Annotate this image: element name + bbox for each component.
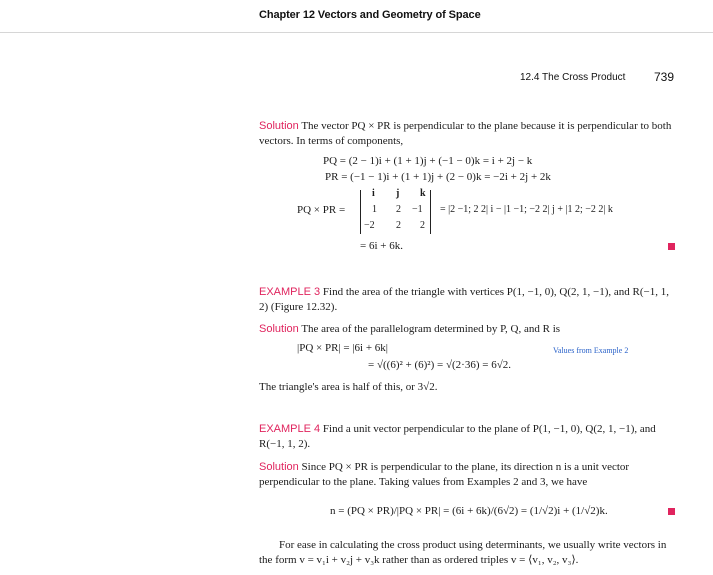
example3-paragraph xyxy=(259,285,679,315)
page-number: 739 xyxy=(654,70,675,84)
det-right-bar xyxy=(430,190,431,234)
det-r3-c2: 2 xyxy=(396,220,401,231)
det-r3-c3: 2 xyxy=(420,220,425,231)
det-r1-c3: k xyxy=(420,188,426,199)
end-of-example4-mark xyxy=(668,508,675,515)
example3-solution xyxy=(259,322,679,337)
example3-solution-label: Solution xyxy=(259,323,299,335)
area-equation-2: = √((6)² + (6)²) = √(2·36) = 6√2. xyxy=(368,359,511,371)
viewer-header xyxy=(0,0,713,33)
example4-solution xyxy=(259,460,679,490)
det-expansion: = |2 −1; 2 2| i − |1 −1; −2 2| j + |1 2; −2 2| k xyxy=(440,204,613,215)
example3-conclusion: The triangle's area is half of this, or 3√2. xyxy=(259,381,438,393)
cross-product-result: = 6i + 6k. xyxy=(360,240,403,252)
example4-paragraph xyxy=(259,422,679,452)
example3-label: EXAMPLE 3 xyxy=(259,286,321,298)
chapter-title: Chapter 12 Vectors and Geometry of Space xyxy=(259,9,481,21)
det-left-bar xyxy=(360,190,361,234)
cross-product-lhs: PQ × PR = xyxy=(297,204,346,216)
equation-pq: PQ = (2 − 1)i + (1 + 1)j + (−1 − 0)k = i + 2j − k xyxy=(323,155,533,167)
det-r2-c1: 1 xyxy=(372,204,377,215)
area-equation-1: |PQ × PR| = |6i + 6k| xyxy=(297,342,388,354)
margin-note: Values from Example 2 xyxy=(553,346,629,355)
det-r2-c2: 2 xyxy=(396,204,401,215)
end-of-solution-mark xyxy=(668,243,675,250)
solution1-label: Solution xyxy=(259,120,299,132)
solution1-text: The vector PQ × PR is perpendicular to the plane because it is perpendicular to both vectors. In terms of components, xyxy=(259,120,672,147)
section-label: 12.4 The Cross Product xyxy=(520,72,626,83)
example3-text: Find the area of the triangle with vertices P(1, −1, 0), Q(2, 1, −1), and R(−1, 1, 2) (Figure 12.32). xyxy=(259,286,669,313)
det-r2-c3: −1 xyxy=(412,204,423,215)
example4-solution-text: Since PQ × PR is perpendicular to the plane, its direction n is a unit vector perpendicular to the plane. Taking values from Examples 2 and 3, we have xyxy=(259,461,630,488)
example4-text: Find a unit vector perpendicular to the plane of P(1, −1, 0), Q(2, 1, −1), and R(−1, 1, 2). xyxy=(259,423,656,450)
solution1-paragraph xyxy=(259,119,679,149)
closing-paragraph: For ease in calculating the cross product using determinants, we usually write vectors in the form v = v₁i + v₂j + v₃k rather than as ordered triples v = ⟨v₁, v₂, v₃⟩. xyxy=(259,539,667,566)
unit-vector-equation: n = (PQ × PR)/|PQ × PR| = (6i + 6k)/(6√2) = (1/√2)i + (1/√2)k. xyxy=(330,505,608,517)
det-r1-c2: j xyxy=(396,188,400,199)
example4-solution-label: Solution xyxy=(259,461,299,473)
equation-pr: PR = (−1 − 1)i + (1 + 1)j + (2 − 0)k = −2i + 2j + 2k xyxy=(325,171,551,183)
det-r3-c1: −2 xyxy=(364,220,375,231)
example3-solution-text: The area of the parallelogram determined by P, Q, and R is xyxy=(301,323,561,335)
det-r1-c1: i xyxy=(372,188,375,199)
example4-label: EXAMPLE 4 xyxy=(259,423,321,435)
